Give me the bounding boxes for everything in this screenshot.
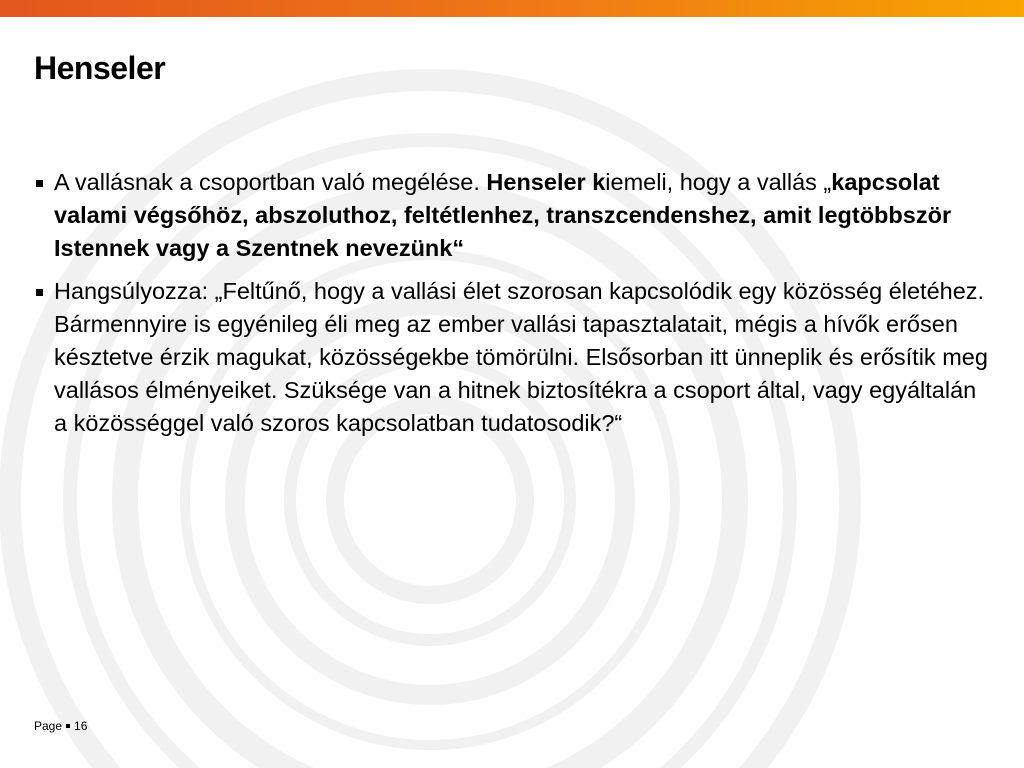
slide-content xyxy=(34,166,994,450)
separator-square-icon xyxy=(66,724,70,728)
page-number: 16 xyxy=(74,719,88,733)
bullet-text: iemeli, hogy a vallás „ xyxy=(605,169,832,195)
bullet-quote-bold: kapcsolat valami végsőhöz, abszoluthoz, feltétlenhez, transzcendenshez, amit legtöbbször Istennek vagy a Szentnek nevezünk“ xyxy=(54,169,952,261)
bullet-item xyxy=(34,166,994,265)
bullet-text: Hangsúlyozza: „Feltűnő, hogy a vallási élet szorosan kapcsolódik egy közösség életéhez. Bármennyire is egyénileg éli meg az ember vallási tapasztalatait, mégis a hívők erősen késztetve érzik magukat, közösségekbe tömörülni. Elsősorban itt ünneplik és erősítik meg vallásos élményeiket. Szüksége van a hitnek biztosítékra a csoport által, vagy egyáltalán a közösséggel való szoros kapcsolatban tudatosodik?“ xyxy=(54,278,988,436)
bullet-text: A vallásnak a csoportban való megélése. xyxy=(54,169,487,195)
page-footer xyxy=(34,719,87,733)
slide-title: Henseler xyxy=(34,50,166,86)
bullet-item xyxy=(34,275,994,440)
square-bullet-icon xyxy=(36,180,43,187)
square-bullet-icon xyxy=(36,289,43,296)
page-label: Page xyxy=(34,719,63,733)
bullet-text-bold: Henseler k xyxy=(486,169,606,195)
